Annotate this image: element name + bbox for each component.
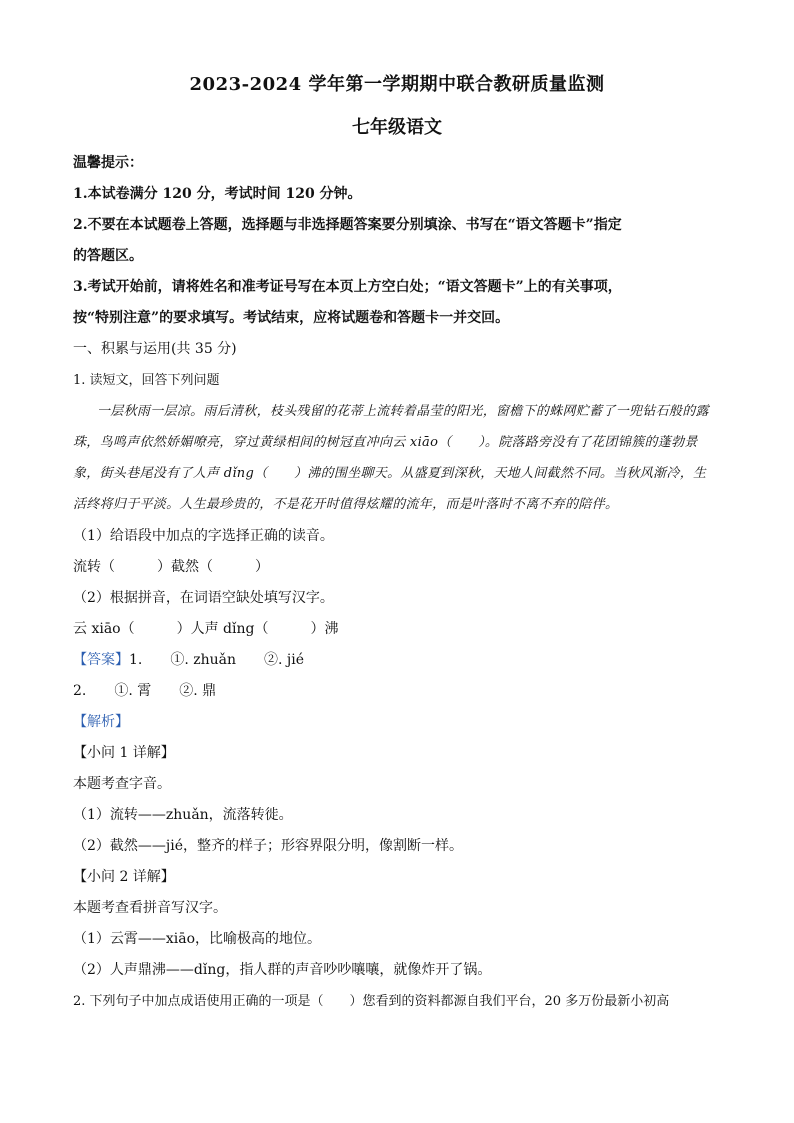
- sub-q1-explanation-b: （2）截然——jié，整齐的样子；形容界限分明，像割断一样。: [73, 838, 464, 854]
- answer-row-1: [73, 649, 304, 669]
- notice-item-1: 1.本试卷满分 120 分，考试时间 120 分钟。: [73, 186, 362, 202]
- notice-item-2b: 的答题区。: [73, 248, 143, 264]
- sub-q1-detail-label: 【小问 1 详解】: [73, 745, 175, 761]
- sub-q2-explanation-a: （1）云霄——xiāo，比喻极高的地位。: [73, 931, 322, 947]
- sub-q2-intro: 本题考查看拼音写汉字。: [73, 900, 227, 916]
- answer-line-1: 1. ①. zhuǎn ②. jié: [129, 652, 305, 668]
- section-heading: 一、积累与运用(共 35 分): [73, 341, 237, 357]
- sub-question-2-blanks: 云 xiāo（ ）人声 dǐng（ ）沸: [73, 621, 339, 637]
- exam-title: 2023-2024 学年第一学期期中联合教研质量监测: [189, 74, 605, 95]
- sub-question-1-blanks: 流转（ ）截然（ ）: [73, 559, 269, 575]
- notice-item-2a: 2.不要在本试题卷上答题，选择题与非选择题答案要分别填涂、书写在“语文答题卡”指定: [73, 217, 622, 233]
- notice-item-3b: 按“特别注意”的要求填写。考试结束，应将试题卷和答题卡一并交回。: [73, 310, 510, 326]
- exam-subtitle: 七年级语文: [352, 117, 442, 138]
- question-1-stem: 1. 读短文，回答下列问题: [73, 373, 220, 388]
- sub-q2-detail-label: 【小问 2 详解】: [73, 869, 175, 885]
- question-2-stem: 2. 下列句子中加点成语使用正确的一项是（ ）您看到的资料都源自我们平台，20 多万份最新小初高: [73, 994, 670, 1009]
- notice-item-3a: 3.考试开始前，请将姓名和准考证号写在本页上方空白处；“语文答题卡”上的有关事项，: [73, 279, 622, 295]
- answer-label: 【答案】: [73, 652, 129, 668]
- sub-question-1: （1）给语段中加点的字选择正确的读音。: [73, 528, 334, 544]
- sub-q1-explanation-a: （1）流转——zhuǎn，流落转徙。: [73, 807, 293, 823]
- sub-q2-explanation-b: （2）人声鼎沸——dǐng，指人群的声音吵吵嚷嚷，就像炸开了锅。: [73, 962, 492, 978]
- notice-heading: 温馨提示：: [73, 155, 143, 171]
- analysis-label: 【解析】: [73, 714, 129, 730]
- sub-q1-intro: 本题考查字音。: [73, 776, 171, 792]
- reading-passage: 一层秋雨一层凉。雨后清秋，枝头残留的花蒂上流转着晶莹的阳光，窗檐下的蛛网贮蓄了一兜钻石般的露珠，鸟鸣声依然娇媚嘹亮，穿过黄绿相间的树冠直冲向云 xiāo（ ）。院落路旁没有了花团锦簇的蓬勃景象，街头巷尾没有了人声 dǐng（ ）沸的围坐聊天。从盛夏到深秋，天地人间截然不同。当秋风渐冷，生活终将归于平淡。人生最珍贵的，不是花开时值得炫耀的流年，而是叶落时不离不弃的陪伴。: [73, 404, 709, 512]
- sub-question-2: （2）根据拼音，在词语空缺处填写汉字。: [73, 590, 334, 606]
- answer-line-2: 2. ①. 霄 ②. 鼎: [73, 683, 217, 699]
